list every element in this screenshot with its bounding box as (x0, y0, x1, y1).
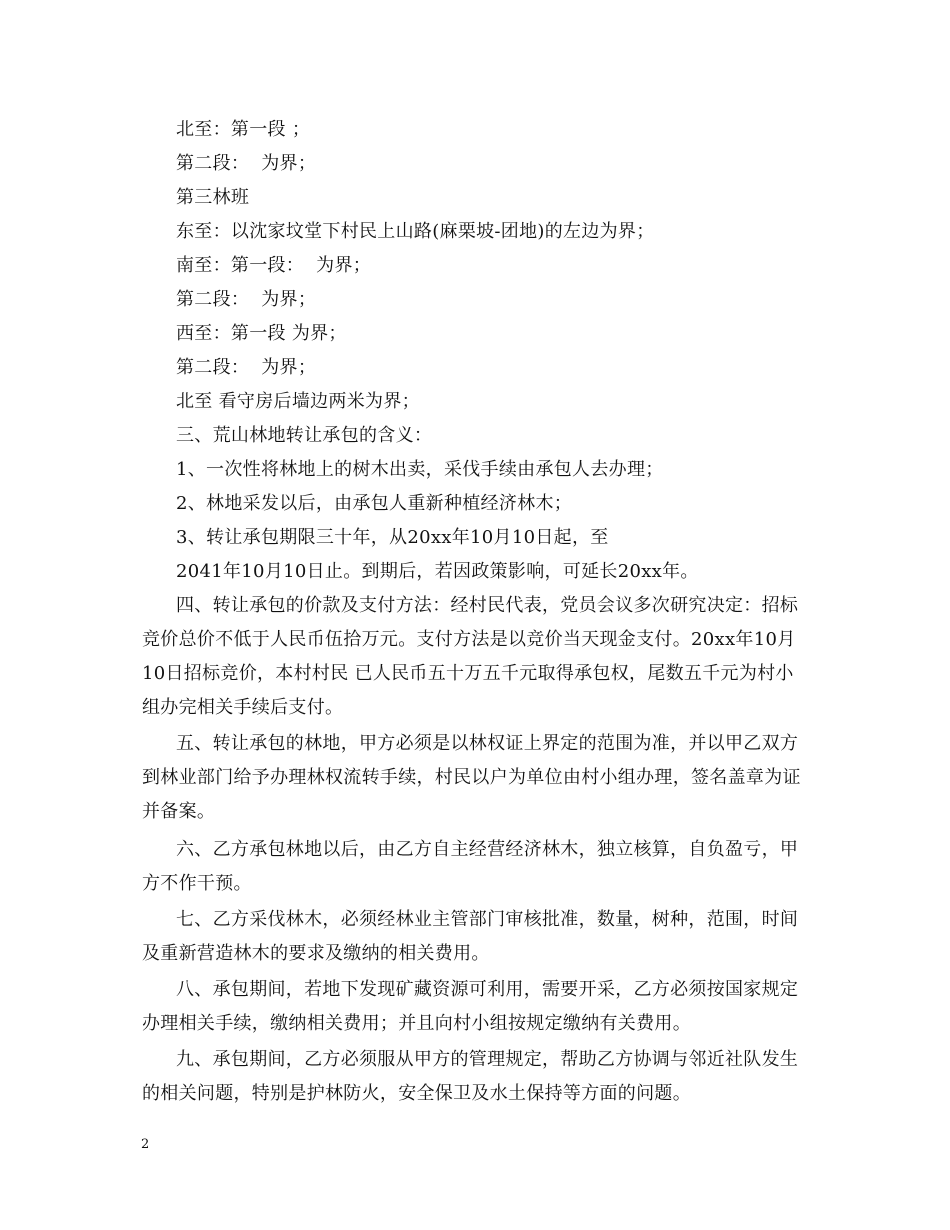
paragraph-line: 九、承包期间，乙方必须服从甲方的管理规定，帮助乙方协调与邻近社队发生 (176, 1049, 799, 1070)
paragraph-line: 10日招标竞价，本村村民 已人民币五十万五千元取得承包权，尾数五千元为村小 (142, 663, 794, 684)
text-line: 北至：第一段 ； (176, 119, 311, 140)
paragraph-line: 的相关问题，特别是护林防火，安全保卫及水土保持等方面的问题。 (142, 1083, 691, 1104)
paragraph-line: 五、转让承包的林地，甲方必须是以林权证上界定的范围为准，并以甲乙双方 (176, 733, 799, 754)
text-line: 第二段： 为界； (176, 289, 317, 310)
list-item: 3、转让承包期限三十年，从20xx年10月10日起，至 (176, 527, 609, 548)
paragraph-line: 竞价总价不低于人民币伍拾万元。支付方法是以竞价当天现金支付。20xx年10月 (142, 629, 796, 650)
page-number: 2 (141, 1137, 150, 1152)
paragraph-line: 七、乙方采伐林木，必须经林业主管部门审核批准，数量，树种，范围，时间 (176, 909, 799, 930)
text-line: 北至 看守房后墙边两米为界； (176, 391, 420, 412)
list-item: 1、一次性将林地上的树木出卖，采伐手续由承包人去办理； (176, 459, 664, 480)
paragraph-line: 四、转让承包的价款及支付方法：经村民代表，党员会议多次研究决定：招标 (176, 595, 799, 616)
paragraph-line: 办理相关手续，缴纳相关费用；并且向村小组按规定缴纳有关费用。 (142, 1013, 691, 1034)
paragraph-line: 及重新营造林木的要求及缴纳的相关费用。 (142, 943, 490, 964)
text-line: 第二段： 为界； (176, 153, 317, 174)
paragraph-line: 八、承包期间，若地下发现矿藏资源可利用，需要开采，乙方必须按国家规定 (176, 979, 799, 1000)
text-line: 第三林班 (176, 187, 250, 208)
text-line: 2041年10月10日止。到期后，若因政策影响，可延长20xx年。 (176, 561, 699, 582)
paragraph-line: 组办完相关手续后支付。 (142, 697, 344, 718)
section-heading: 三、荒山林地转让承包的含义： (176, 425, 433, 446)
paragraph-line: 方不作干预。 (142, 873, 252, 894)
text-line: 东至：以沈家坟堂下村民上山路(麻栗坡-团地)的左边为界； (176, 221, 655, 242)
text-line: 南至：第一段： 为界； (176, 255, 372, 276)
paragraph-line: 到林业部门给予办理林权流转手续，村民以户为单位由村小组办理，签名盖章为证 (142, 767, 801, 788)
text-line: 第二段： 为界； (176, 357, 317, 378)
paragraph-line: 六、乙方承包林地以后，由乙方自主经营经济林木，独立核算，自负盈亏，甲 (176, 839, 799, 860)
list-item: 2、林地采发以后，由承包人重新种植经济林木； (176, 493, 573, 514)
text-line: 西至：第一段 为界； (176, 323, 347, 344)
paragraph-line: 并备案。 (142, 801, 216, 822)
